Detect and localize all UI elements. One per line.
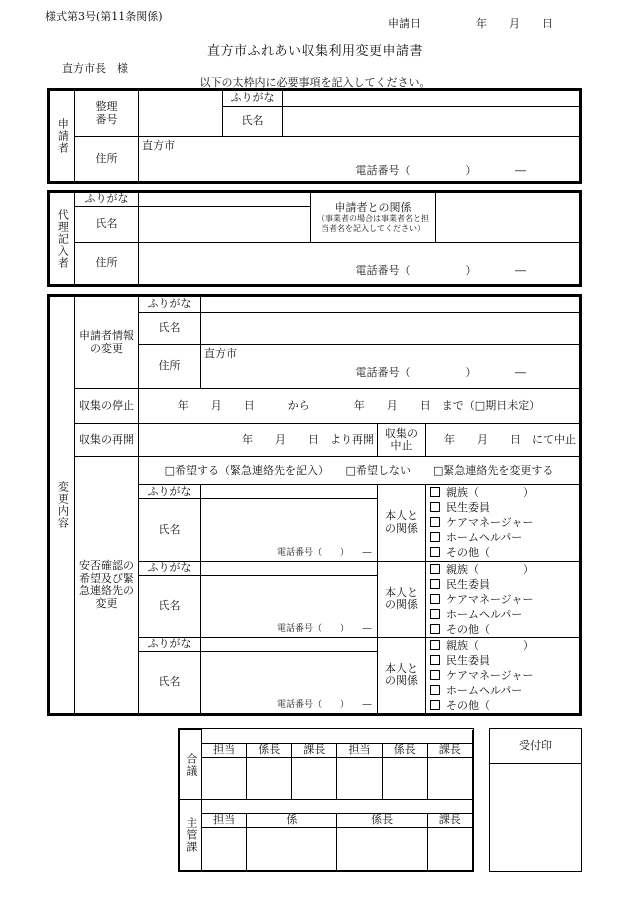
- contact-2-relation-label: 本人との関係: [378, 561, 426, 637]
- proxy-name-field[interactable]: [139, 207, 311, 243]
- main-top-blank: [202, 800, 473, 814]
- contact-2-name-field[interactable]: [201, 575, 378, 637]
- proxy-furigana-field[interactable]: [139, 193, 311, 207]
- apply-date-field[interactable]: 申請日 年 月 日: [388, 17, 553, 30]
- office-approval-table: [178, 728, 474, 872]
- consult-stamp-6[interactable]: [427, 758, 472, 800]
- applicant-address-field[interactable]: [139, 137, 580, 182]
- contact-1-furigana-field[interactable]: [201, 485, 378, 499]
- contact-1-furigana-label: ふりがな: [139, 485, 201, 499]
- applicant-tel-field[interactable]: 電話番号（ ） ―: [355, 163, 526, 177]
- safety-label: 安否確認の希望及び緊急連絡先の変更: [75, 457, 139, 714]
- contact-1-relation-label: 本人との関係: [378, 485, 426, 561]
- consult-stamp-4[interactable]: [337, 758, 382, 800]
- proxy-tel-field[interactable]: 電話番号（ ） ―: [355, 264, 526, 278]
- consult-stamp-5[interactable]: [382, 758, 427, 800]
- contact-1-option-relative[interactable]: 親族（ ）: [430, 485, 575, 500]
- info-change-label: 申請者情報の変更: [75, 297, 139, 389]
- change-tel-field[interactable]: 電話番号（ ） ―: [355, 365, 526, 379]
- checkbox-icon[interactable]: [430, 685, 440, 695]
- consult-header-5: 係長: [382, 744, 427, 758]
- contact-1-tel-field[interactable]: 電話番号（ ） ―: [277, 547, 372, 558]
- relation-note: （事業者の場合は事業者名と担当者名を記入してください）: [317, 214, 429, 233]
- checkbox-icon[interactable]: [430, 700, 440, 710]
- checkbox-icon[interactable]: [430, 594, 440, 604]
- consult-label: 合議: [180, 730, 202, 800]
- proxy-address-label: 住所: [75, 243, 139, 285]
- relation-label-cell: [311, 193, 436, 243]
- contact-3-option-caremanager[interactable]: ケアマネージャー: [430, 668, 575, 683]
- applicant-furigana-label: ふりがな: [223, 91, 283, 107]
- contact-2-furigana-field[interactable]: [201, 561, 378, 575]
- proxy-section-label: 代理記入者: [50, 193, 75, 285]
- receipt-stamp-box[interactable]: [489, 728, 582, 872]
- checkbox-icon[interactable]: [430, 670, 440, 680]
- main-stamp-2[interactable]: [247, 828, 337, 871]
- contact-2-name-label: 氏名: [139, 575, 201, 637]
- main-stamp-4[interactable]: [427, 828, 472, 871]
- contact-1-relation-options[interactable]: [426, 485, 589, 561]
- consult-header-4: 担当: [337, 744, 382, 758]
- checkbox-icon[interactable]: [430, 487, 440, 497]
- receipt-stamp-label: 受付印: [490, 729, 581, 764]
- instruction-text: 以下の太枠内に必要事項を記入してください。: [199, 76, 431, 89]
- checkbox-icon[interactable]: [430, 609, 440, 619]
- change-address-field[interactable]: [201, 345, 580, 389]
- consult-header-6: 課長: [427, 744, 472, 758]
- checkbox-icon[interactable]: [430, 517, 440, 527]
- number-field[interactable]: [139, 91, 223, 137]
- stop-label: 収集の停止: [75, 389, 139, 424]
- checkbox-icon[interactable]: [430, 532, 440, 542]
- contact-2-tel-field[interactable]: 電話番号（ ） ―: [277, 624, 372, 635]
- applicant-furigana-field[interactable]: [283, 91, 580, 107]
- suspend-date-field[interactable]: 年 月 日 にて中止: [426, 424, 580, 457]
- consult-stamp-3[interactable]: [292, 758, 337, 800]
- suspend-label: 収集の中止: [378, 424, 426, 457]
- checkbox-icon[interactable]: [430, 502, 440, 512]
- contact-3-option-relative[interactable]: 親族（ ）: [430, 638, 575, 653]
- consult-header-2: 係長: [247, 744, 292, 758]
- relation-label: 申請者との関係: [334, 200, 412, 214]
- main-header-4: 課長: [427, 814, 472, 828]
- consult-stamp-2[interactable]: [247, 758, 292, 800]
- change-section-label: 変更内容: [50, 297, 75, 714]
- contact-2-option-relative[interactable]: 親族（ ）: [430, 562, 575, 577]
- contact-1-option-caremanager[interactable]: ケアマネージャー: [430, 515, 575, 530]
- contact-1-name-field[interactable]: [201, 499, 378, 561]
- contact-2-option-other[interactable]: その他（ ）: [430, 622, 575, 637]
- safety-options[interactable]: □希望する（緊急連絡先を記入） □希望しない □緊急連絡先を変更する: [139, 457, 580, 485]
- resume-label: 収集の再開: [75, 424, 139, 457]
- applicant-address-label: 住所: [75, 137, 139, 182]
- consult-header-1: 担当: [202, 744, 247, 758]
- proxy-section: [47, 190, 582, 287]
- contact-3-option-welfare[interactable]: 民生委員: [430, 653, 575, 668]
- consult-header-3: 課長: [292, 744, 337, 758]
- consult-top-blank: [202, 730, 473, 744]
- checkbox-icon[interactable]: [430, 547, 440, 557]
- proxy-furigana-label: ふりがな: [75, 193, 139, 207]
- main-header-3: 係長: [337, 814, 427, 828]
- contact-1-name-label: 氏名: [139, 499, 201, 561]
- contact-2-option-helper[interactable]: ホームヘルパー: [430, 607, 575, 622]
- contact-3-furigana-label: ふりがな: [139, 637, 201, 651]
- relation-field[interactable]: [436, 193, 580, 243]
- applicant-section: [47, 88, 582, 184]
- contact-3-name-label: 氏名: [139, 651, 201, 713]
- proxy-name-label: 氏名: [75, 207, 139, 243]
- contact-3-furigana-field[interactable]: [201, 637, 378, 651]
- main-stamp-3[interactable]: [337, 828, 427, 871]
- number-label: 整理 番号: [75, 91, 139, 137]
- checkbox-icon[interactable]: [430, 624, 440, 634]
- change-address-label: 住所: [139, 345, 201, 389]
- main-dept-label: 主管課: [180, 800, 202, 871]
- contact-3-option-helper[interactable]: ホームヘルパー: [430, 683, 575, 698]
- applicant-name-field[interactable]: [283, 107, 580, 137]
- change-furigana-field[interactable]: [201, 297, 580, 313]
- change-section: [47, 294, 589, 716]
- proxy-address-field[interactable]: [139, 243, 580, 285]
- contact-1-option-helper[interactable]: ホームヘルパー: [430, 530, 575, 545]
- contact-3-tel-field[interactable]: 電話番号（ ） ―: [277, 700, 372, 711]
- contact-1-option-other[interactable]: その他（ ）: [430, 545, 575, 560]
- change-name-field[interactable]: [201, 313, 580, 345]
- contact-2-furigana-label: ふりがな: [139, 561, 201, 575]
- contact-2-option-welfare[interactable]: 民生委員: [430, 577, 575, 592]
- contact-3-relation-label: 本人との関係: [378, 637, 426, 713]
- applicant-name-label: 氏名: [223, 107, 283, 137]
- checkbox-icon[interactable]: [430, 579, 440, 589]
- resume-date-field[interactable]: 年 月 日 より再開: [139, 424, 378, 457]
- contact-2-relation-options[interactable]: [426, 561, 589, 637]
- main-header-2: 係: [247, 814, 337, 828]
- contact-3-option-other[interactable]: その他（ ）: [430, 698, 575, 713]
- contact-1-option-welfare[interactable]: 民生委員: [430, 500, 575, 515]
- change-furigana-label: ふりがな: [139, 297, 201, 313]
- applicant-address-prefill: 直方市: [142, 139, 175, 152]
- contact-3-relation-options[interactable]: [426, 637, 589, 713]
- page-title: 直方市ふれあい収集利用変更申請書: [206, 44, 423, 59]
- checkbox-icon[interactable]: [430, 564, 440, 574]
- contact-3-name-field[interactable]: [201, 651, 378, 713]
- addressee: 直方市長 様: [62, 62, 128, 75]
- consult-stamp-1[interactable]: [202, 758, 247, 800]
- stop-period-field[interactable]: 年 月 日 から 年 月 日 まで（□期日未定）: [139, 389, 580, 424]
- form-number: 様式第3号(第11条関係): [45, 10, 163, 23]
- checkbox-icon[interactable]: [430, 640, 440, 650]
- main-header-1: 担当: [202, 814, 247, 828]
- checkbox-icon[interactable]: [430, 655, 440, 665]
- change-address-prefill: 直方市: [204, 347, 237, 361]
- change-name-label: 氏名: [139, 313, 201, 345]
- applicant-section-label: 申請者: [50, 91, 75, 182]
- contact-2-option-caremanager[interactable]: ケアマネージャー: [430, 592, 575, 607]
- main-stamp-1[interactable]: [202, 828, 247, 871]
